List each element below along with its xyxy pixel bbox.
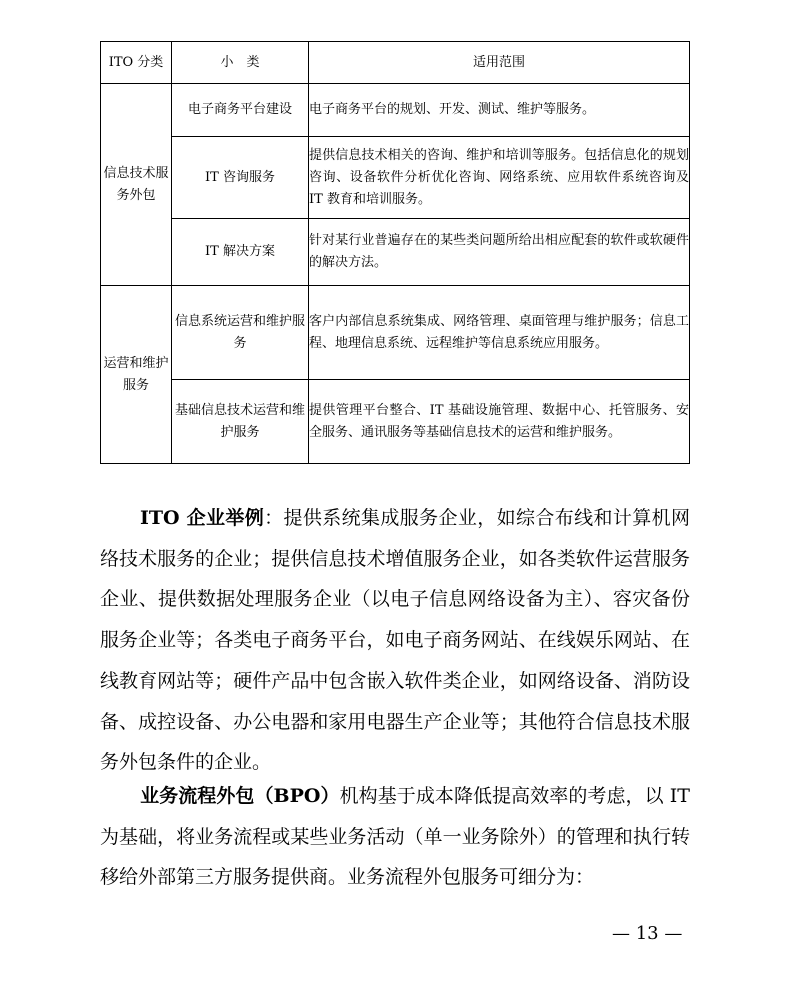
scope-cell: 针对某行业普遍存在的某些类问题所给出相应配套的软件或软硬件的解决方法。 — [309, 219, 690, 286]
table-row — [101, 380, 690, 464]
header-subcategory: 小 类 — [172, 42, 309, 84]
subcategory-cell: 电子商务平台建设 — [172, 84, 309, 137]
subcategory-cell: 基础信息技术运营和维护服务 — [172, 380, 309, 464]
table-row — [101, 219, 690, 286]
scope-cell: 客户内部信息系统集成、网络管理、桌面管理与维护服务；信息工程、地理信息系统、远程维护等信息系统应用服务。 — [309, 286, 690, 380]
subcategory-cell: IT 解决方案 — [172, 219, 309, 286]
page-number: — 13 — — [612, 923, 683, 944]
bpo-definition-lead: 业务流程外包（BPO） — [140, 785, 340, 807]
ito-examples-paragraph — [100, 498, 690, 783]
ito-examples-body: ：提供系统集成服务企业，如综合布线和计算机网络技术服务的企业；提供信息技术增值服务企业，如各类软件运营服务企业、提供数据处理服务企业（以电子信息网络设备为主）、容灾备份服务企业等；各类电子商务平台，如电子商务网站、在线娱乐网站、在线教育网站等；硬件产品中包含嵌入软件类企业，如网络设备、消防设备、成控设备、办公电器和家用电器生产企业等；其他符合信息技术服务外包条件的企业。 — [100, 507, 690, 774]
header-scope: 适用范围 — [309, 42, 690, 84]
table-row — [101, 137, 690, 219]
category-cell: 信息技术服务外包 — [101, 84, 172, 286]
category-cell: 运营和维护服务 — [101, 286, 172, 464]
ito-classification-table — [100, 41, 690, 464]
scope-cell: 提供信息技术相关的咨询、维护和培训等服务。包括信息化的规划咨询、设备软件分析优化咨询、网络系统、应用软件系统咨询及 IT 教育和培训服务。 — [309, 137, 690, 219]
bpo-definition-paragraph — [100, 776, 690, 898]
subcategory-cell: 信息系统运营和维护服务 — [172, 286, 309, 380]
ito-examples-lead: ITO 企业举例 — [140, 507, 265, 529]
header-category: ITO 分类 — [101, 42, 172, 84]
table-row — [101, 84, 690, 137]
bpo-definition-body: 机构基于成本降低提高效率的考虑，以 IT 为基础，将业务流程或某些业务活动（单一业务除外）的管理和执行转移给外部第三方服务提供商。业务流程外包服务可细分为： — [100, 785, 690, 889]
scope-cell: 电子商务平台的规划、开发、测试、维护等服务。 — [309, 84, 690, 137]
scope-cell: 提供管理平台整合、IT 基础设施管理、数据中心、托管服务、安全服务、通讯服务等基础信息技术的运营和维护服务。 — [309, 380, 690, 464]
table-row — [101, 286, 690, 380]
table-header-row — [101, 42, 690, 84]
subcategory-cell: IT 咨询服务 — [172, 137, 309, 219]
